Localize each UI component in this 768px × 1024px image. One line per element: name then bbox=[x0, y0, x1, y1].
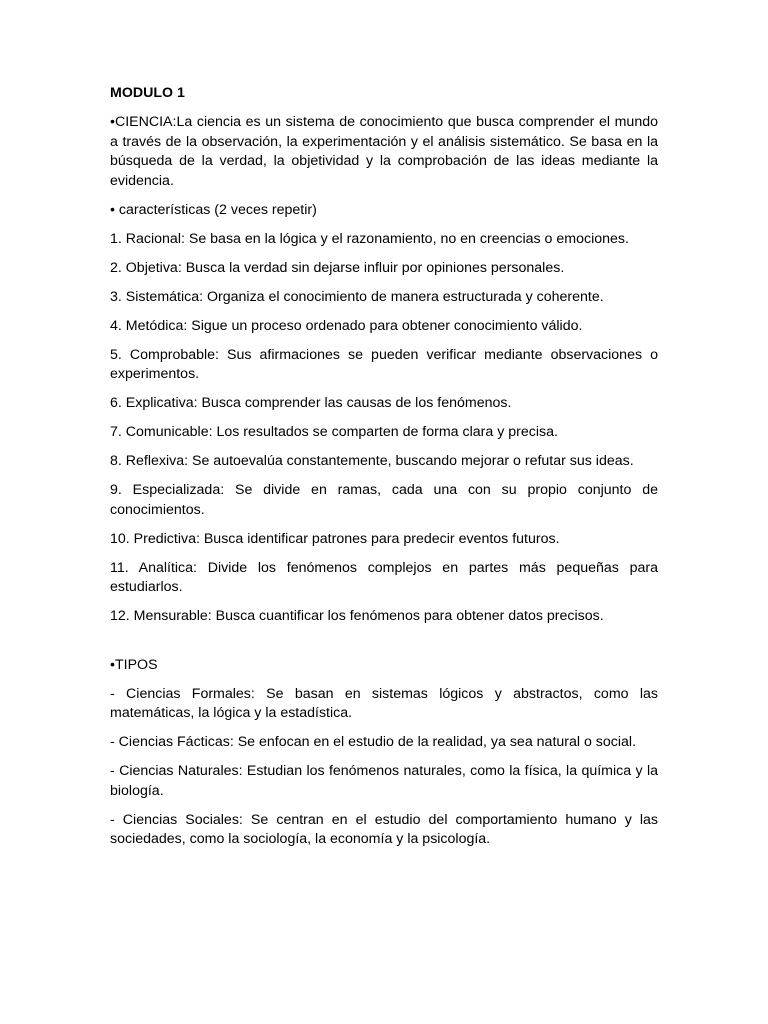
science-definition: •CIENCIA:La ciencia es un sistema de conocimiento que busca comprender el mundo a través de la observación, la experimentación y el análisis sistemático. Se basa en la búsqueda de la verdad, la objetividad y la comprobación de las ideas mediante la evidencia. bbox=[110, 114, 658, 189]
type-item: - Ciencias Formales: Se basan en sistemas lógicos y abstractos, como las matemáticas, la lógica y la estadística. bbox=[110, 685, 658, 721]
module-title: MODULO 1 bbox=[110, 85, 185, 101]
characteristic-item: 10. Predictiva: Busca identificar patrones para predecir eventos futuros. bbox=[110, 530, 560, 547]
types-heading: •TIPOS bbox=[110, 656, 158, 673]
type-item: - Ciencias Naturales: Estudian los fenómenos naturales, como la física, la química y la biología. bbox=[110, 763, 658, 799]
document-body bbox=[110, 84, 658, 859]
characteristic-item: 5. Comprobable: Sus afirmaciones se pueden verificar mediante observaciones o experimentos. bbox=[110, 346, 658, 382]
type-item: - Ciencias Fácticas: Se enfocan en el estudio de la realidad, ya sea natural o social. bbox=[110, 734, 637, 750]
characteristic-item: 9. Especializada: Se divide en ramas, cada una con su propio conjunto de conocimientos. bbox=[110, 482, 658, 518]
characteristics-heading: • características (2 veces repetir) bbox=[110, 201, 317, 218]
characteristic-item: 6. Explicativa: Busca comprender las causas de los fenómenos. bbox=[110, 395, 512, 411]
characteristic-item: 7. Comunicable: Los resultados se comparten de forma clara y precisa. bbox=[110, 424, 558, 440]
characteristic-item: 11. Analítica: Divide los fenómenos complejos en partes más pequeñas para estudiarlos. bbox=[110, 559, 658, 595]
characteristic-item: 8. Reflexiva: Se autoevalúa constantemente, buscando mejorar o refutar sus ideas. bbox=[110, 453, 634, 469]
blank-line bbox=[110, 636, 658, 656]
characteristic-item: 4. Metódica: Sigue un proceso ordenado para obtener conocimiento válido. bbox=[110, 317, 583, 334]
characteristic-item: 12. Mensurable: Busca cuantificar los fenómenos para obtener datos precisos. bbox=[110, 608, 604, 624]
type-item: - Ciencias Sociales: Se centran en el estudio del comportamiento humano y las sociedades, como la sociología, la economía y la psicología. bbox=[110, 811, 658, 847]
characteristic-item: 3. Sistemática: Organiza el conocimiento de manera estructurada y coherente. bbox=[110, 288, 604, 305]
characteristic-item: 2. Objetiva: Busca la verdad sin dejarse influir por opiniones personales. bbox=[110, 259, 565, 276]
characteristic-item: 1. Racional: Se basa en la lógica y el razonamiento, no en creencias o emociones. bbox=[110, 230, 629, 247]
